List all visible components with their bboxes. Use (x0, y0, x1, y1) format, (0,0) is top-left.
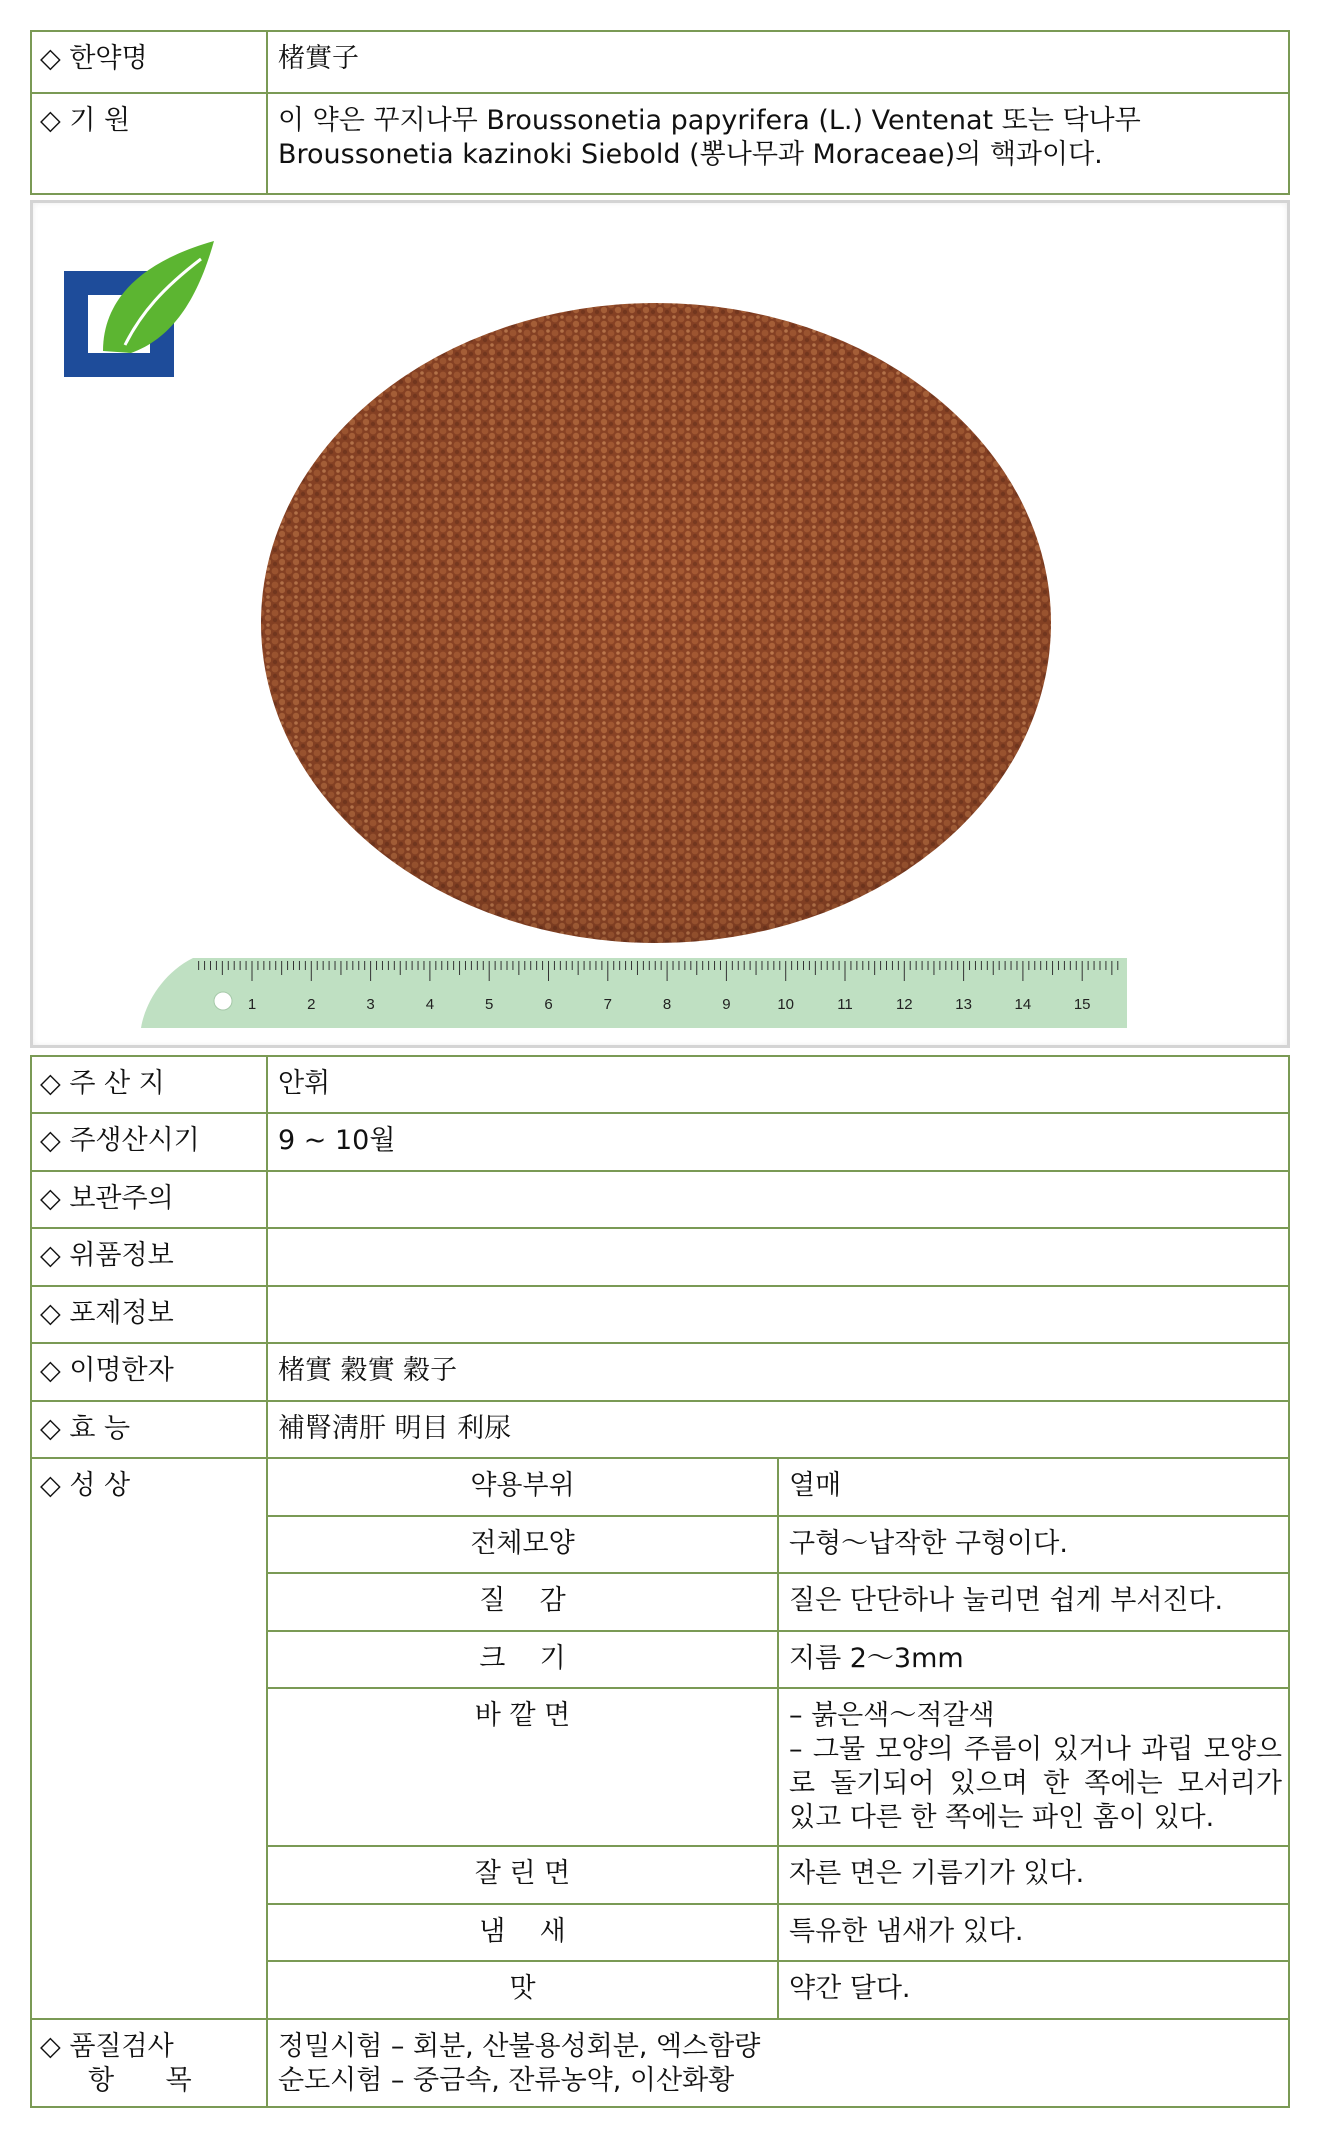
sub-label: 잘 린 면 (474, 1858, 571, 1889)
value-line: – 그물 모양의 주름이 있거나 과립 모양으로 돌기되어 있으며 한 쪽에는 모서리가 있고 다른 한 쪽에는 파인 홈이 있다. (789, 1734, 1282, 1833)
sub-label: 냄 새 (479, 1916, 566, 1947)
info-table (30, 1055, 1290, 2108)
value-cell (267, 1171, 1289, 1228)
value-cell (267, 1113, 1289, 1171)
row-value: 질은 단단하나 눌리면 쉽게 부서진다. (789, 1585, 1224, 1616)
label-cell (31, 1458, 267, 2019)
prop-row-part (31, 1458, 1289, 1516)
ruler-label: 1 (247, 996, 257, 1013)
sub-label: 전체모양 (470, 1528, 575, 1559)
value-cell (267, 1056, 1289, 1113)
value-cell (267, 1343, 1289, 1401)
sub-label-cell (267, 1904, 778, 1961)
sub-label: 크 기 (479, 1643, 566, 1674)
row-value: 안휘 (278, 1068, 331, 1099)
ruler-label: 6 (544, 996, 553, 1013)
label-cell (31, 1113, 267, 1171)
ruler-label: 12 (895, 996, 913, 1013)
row-label: ◇ 주 산 지 (40, 1068, 165, 1099)
specimen-photo (30, 200, 1290, 1048)
row-value: 楮實 穀實 穀子 (278, 1355, 458, 1386)
row-value: 지름 2～3mm (789, 1643, 964, 1674)
value-cell (778, 1573, 1289, 1631)
ruler-label: 3 (366, 996, 375, 1013)
ruler-label: 2 (307, 996, 316, 1013)
seed-pile (261, 303, 1051, 943)
logo (64, 241, 214, 377)
value-cell (778, 1688, 1289, 1846)
label-cell (31, 1056, 267, 1113)
value-cell (267, 1228, 1289, 1286)
label-cell (31, 93, 267, 194)
row-value: 자른 면은 기름기가 있다. (789, 1858, 1085, 1889)
sub-label-cell (267, 1846, 778, 1904)
label-cell (31, 1401, 267, 1458)
row-quality (31, 2019, 1289, 2107)
ruler-label: 7 (603, 996, 612, 1013)
sub-label-cell (267, 1631, 778, 1688)
row-value: 補腎淸肝 明目 利尿 (278, 1413, 512, 1444)
label-cell (31, 1343, 267, 1401)
value-cell (267, 2019, 1289, 2107)
ruler-label: 10 (777, 996, 795, 1013)
value-line: Broussonetia kazinoki Siebold (뽕나무과 Moraceae)의 핵과이다. (278, 139, 1103, 170)
ruler-label: 11 (837, 996, 853, 1013)
ruler-label: 14 (1014, 996, 1032, 1013)
ruler-label: 9 (722, 996, 731, 1013)
value-cell (778, 1631, 1289, 1688)
specimen-illustration (33, 203, 1287, 1045)
value-line: 정밀시험 – 회분, 산불용성회분, 엑스함량 (278, 2031, 761, 2062)
value-cell (267, 31, 1289, 93)
ruler-labels (248, 996, 1091, 1013)
row-value: 특유한 냄새가 있다. (789, 1916, 1024, 1947)
value-cell (778, 1904, 1289, 1961)
row-label: ◇ 성 상 (40, 1470, 131, 1501)
row-value: 楮實子 (278, 43, 359, 74)
value-cell (267, 1286, 1289, 1343)
ruler-label: 8 (662, 996, 672, 1013)
label-cell (31, 1286, 267, 1343)
sub-label-cell (267, 1573, 778, 1631)
value-cell (267, 1401, 1289, 1458)
row-label: ◇ 한약명 (40, 43, 148, 74)
sub-label: 맛 (509, 1973, 536, 2004)
row-efficacy (31, 1401, 1289, 1458)
ruler-label: 13 (955, 996, 972, 1013)
row-label: ◇ 포제정보 (40, 1298, 174, 1329)
row-value: 9 ~ 10월 (278, 1125, 396, 1156)
value-line: 순도시험 – 중금속, 잔류농약, 이산화황 (278, 2065, 735, 2096)
label-cell (31, 2019, 267, 2107)
row-label-2: 항 목 (88, 2065, 192, 2096)
value-cell (778, 1516, 1289, 1573)
label-cell (31, 1228, 267, 1286)
sub-label: 질 감 (479, 1585, 566, 1616)
row-origin (31, 93, 1289, 194)
ruler-label: 15 (1073, 996, 1091, 1013)
label-cell (31, 1171, 267, 1228)
sub-label: 바 깥 면 (474, 1700, 571, 1731)
value-cell (778, 1458, 1289, 1516)
sub-label-cell (267, 1516, 778, 1573)
row-processing (31, 1286, 1289, 1343)
header-table (30, 30, 1290, 195)
sub-label-cell (267, 1961, 778, 2019)
row-label: ◇ 주생산시기 (40, 1125, 200, 1156)
row-counterfeit (31, 1228, 1289, 1286)
row-label: ◇ 보관주의 (40, 1183, 174, 1214)
ruler-label: 5 (485, 996, 494, 1013)
value-cell (778, 1846, 1289, 1904)
row-label: ◇ 효 능 (40, 1413, 131, 1444)
row-season (31, 1113, 1289, 1171)
row-value: 구형～납작한 구형이다. (789, 1528, 1068, 1559)
value-cell (267, 93, 1289, 194)
value-cell (778, 1961, 1289, 2019)
row-name (31, 31, 1289, 93)
sub-label: 약용부위 (470, 1470, 575, 1501)
label-cell (31, 31, 267, 93)
row-region (31, 1056, 1289, 1113)
ruler-label: 4 (425, 996, 435, 1013)
row-value: 약간 달다. (789, 1973, 911, 2004)
row-label: ◇ 품질검사 (40, 2031, 174, 2062)
row-label: ◇ 이명한자 (40, 1355, 174, 1386)
sub-label-cell (267, 1688, 778, 1846)
row-storage (31, 1171, 1289, 1228)
row-alias (31, 1343, 1289, 1401)
ruler (141, 958, 1127, 1028)
value-line: – 붉은색～적갈색 (789, 1700, 995, 1731)
row-value: 열매 (789, 1470, 842, 1501)
value-line: 이 약은 꾸지나무 Broussonetia papyrifera (L.) Ventenat 또는 닥나무 (278, 105, 1141, 136)
row-label: ◇ 기 원 (40, 105, 131, 136)
sub-label-cell (267, 1458, 778, 1516)
row-label: ◇ 위품정보 (40, 1240, 174, 1271)
